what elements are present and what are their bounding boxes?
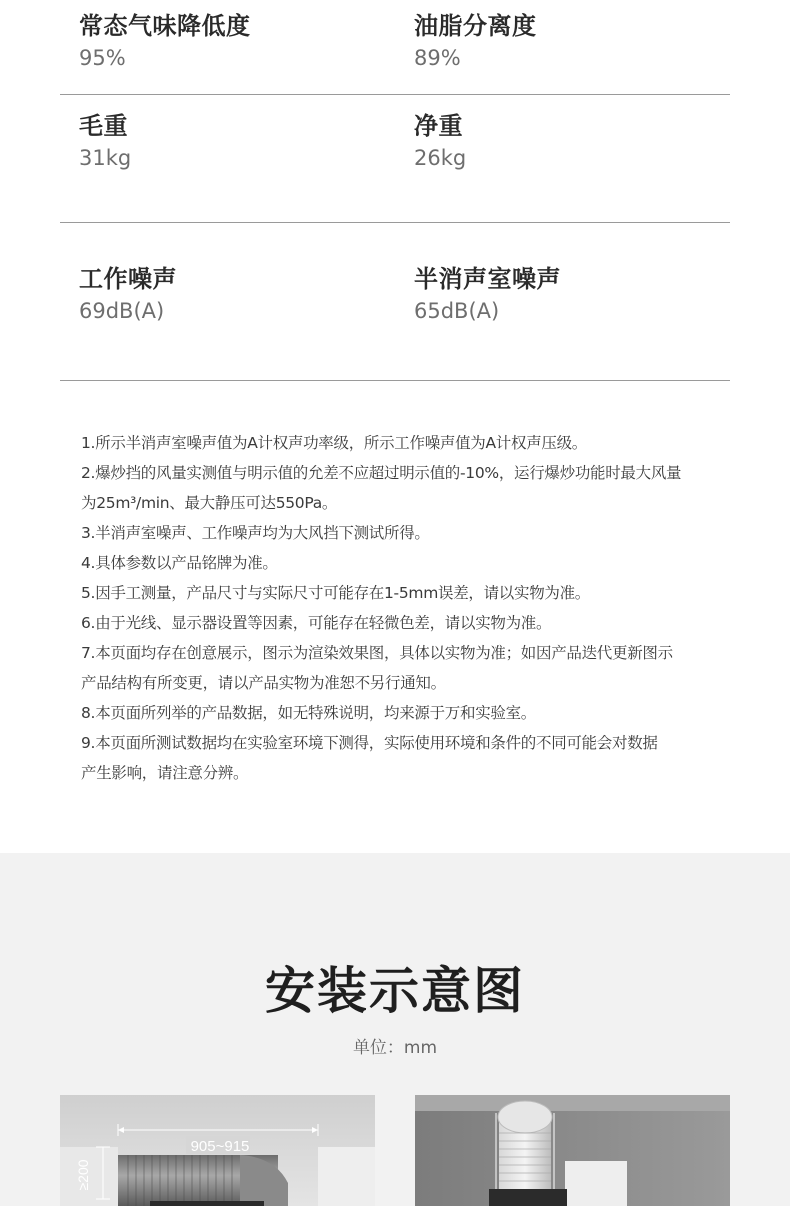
spec-value: 65dB(A): [414, 299, 500, 323]
height-dimension-label: ≥200: [75, 1159, 91, 1191]
unit-label: 单位：mm: [352, 1038, 438, 1058]
note-line: 8.本页面所列举的产品数据，如无特殊说明，均来源于万和实验室。: [81, 704, 536, 722]
installation-diagram-side: [415, 1095, 730, 1206]
spec-label: 工作噪声: [79, 265, 177, 293]
width-dimension-label: 905~915: [190, 1138, 250, 1155]
side-view-illustration: [415, 1095, 730, 1206]
spec-label: 半消声室噪声: [414, 265, 561, 293]
front-view-illustration: [60, 1095, 375, 1206]
note-line: 4.具体参数以产品铭牌为准。: [81, 554, 278, 572]
note-line: 2.爆炒挡的风量实测值与明示值的允差不应超过明示值的-10%，运行爆炒功能时最大风量: [81, 464, 682, 482]
spec-item-gross-weight: [79, 109, 399, 173]
spec-row: [60, 95, 730, 223]
section-title: 安装示意图: [265, 962, 525, 1020]
note-line: 产品结构有所变更，请以产品实物为准恕不另行通知。: [81, 674, 446, 692]
note-line: 产生影响，请注意分辨。: [81, 764, 249, 782]
note-line: 5.因手工测量，产品尺寸与实际尺寸可能存在1-5mm误差，请以实物为准。: [81, 584, 591, 602]
spec-label: 毛重: [79, 112, 128, 140]
spec-item-odor-reduction: [79, 9, 399, 73]
spec-label: 净重: [414, 112, 463, 140]
notes-list: [81, 428, 756, 788]
spec-value: 95%: [79, 46, 126, 70]
spec-row: [60, 223, 730, 381]
spec-item-anechoic-noise: [414, 262, 734, 326]
spec-label: 油脂分离度: [414, 12, 537, 40]
spec-value: 89%: [414, 46, 461, 70]
note-line: 为25m³/min、最大静压可达550Pa。: [81, 494, 338, 512]
spec-row: [60, 0, 730, 95]
spec-item-working-noise: [79, 262, 399, 326]
spec-table: [60, 0, 730, 381]
spec-item-oil-separation: [414, 9, 734, 73]
installation-diagram-front: [60, 1095, 375, 1206]
spec-value: 26kg: [414, 146, 467, 170]
note-line: 3.半消声室噪声、工作噪声均为大风挡下测试所得。: [81, 524, 430, 542]
installation-section: [0, 853, 790, 1206]
note-line: 1.所示半消声室噪声值为A计权声功率级，所示工作噪声值为A计权声压级。: [81, 434, 587, 452]
spec-value: 31kg: [79, 146, 132, 170]
spec-item-net-weight: [414, 109, 734, 173]
note-line: 6.由于光线、显示器设置等因素，可能存在轻微色差，请以实物为准。: [81, 614, 552, 632]
spec-value: 69dB(A): [79, 299, 165, 323]
note-line: 7.本页面均存在创意展示，图示为渲染效果图，具体以实物为准；如因产品迭代更新图示: [81, 644, 673, 662]
note-line: 9.本页面所测试数据均在实验室环境下测得，实际使用环境和条件的不同可能会对数据: [81, 734, 658, 752]
spec-label: 常态气味降低度: [79, 12, 251, 40]
